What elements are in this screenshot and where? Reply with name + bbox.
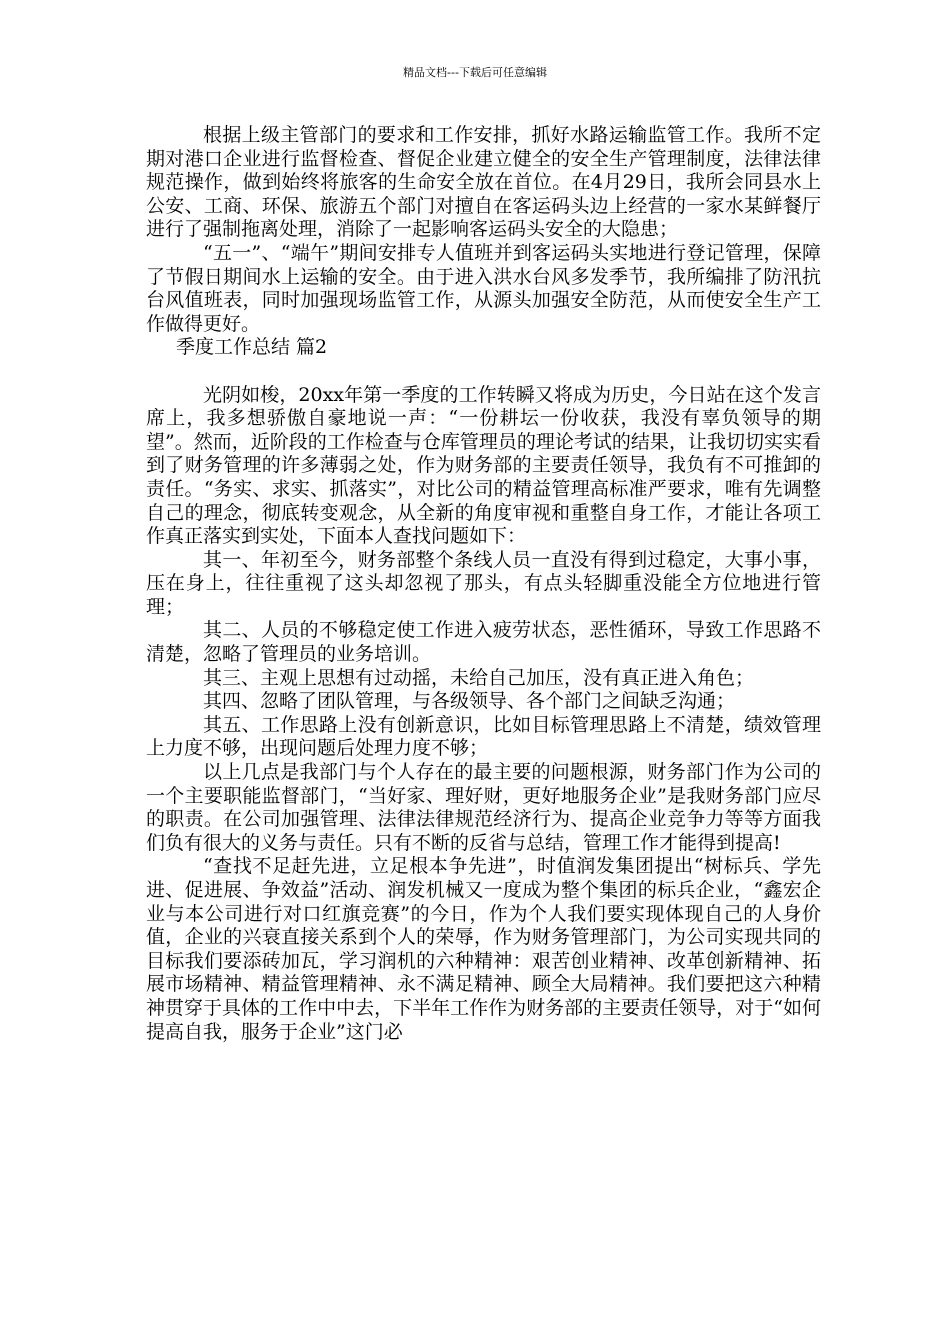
- paragraph-issue-2: 其二、人员的不够稳定使工作进入疲劳状态，恶性循环，导致工作思路不清楚，忽略了管理员的业务培训。: [146, 619, 821, 666]
- page-header: 精品文档---下载后可任意编辑: [403, 66, 547, 79]
- paragraph-issue-4: 其四、忽略了团队管理，与各级领导、各个部门之间缺乏沟通；: [203, 690, 736, 713]
- paragraph-intro: 光阴如梭，20xx年第一季度的工作转瞬又将成为历史，今日站在这个发言席上，我多想骄傲自豪地说一声：“一份耕坛一份收获，我没有辜负领导的期望”。然而，近阶段的工作检查与仓库管理员的理论考试的结果，让我切切实实看到了财务管理的许多薄弱之处，作为财务部的主要责任领导，我负有不可推卸的责任。“务实、求实、抓落实”，对比公司的精益管理高标准严要求，唯有先调整自己的理念，彻底转变观念，从全新的角度审视和重整自身工作，才能让各项工作真正落实到实处，下面本人查找问题如下：: [146, 383, 821, 548]
- paragraph-holiday-duty: “五一”、“端午”期间安排专人值班并到客运码头实地进行登记管理，保障了节假日期间水上运输的安全。由于进入洪水台风多发季节，我所编排了防汛抗台风值班表，同时加强现场监管工作，从源头加强安全防范，从而使安全生产工作做得更好。: [146, 241, 821, 335]
- document-body: [146, 124, 821, 1044]
- paragraph-six-spirits: “查找不足赶先进，立足根本争先进”，时值润发集团提出“树标兵、学先进、促进展、争效益”活动、润发机械又一度成为整个集团的标兵企业，“鑫宏企业与本公司进行对口红旗竞赛”的今日，作为个人我们要实现体现自己的人身价值，企业的兴衰直接关系到个人的荣辱，作为财务管理部门，为公司实现共同的目标我们要添砖加瓦，学习润机的六种精神：艰苦创业精神、改革创新精神、拓展市场精神、精益管理精神、永不满足精神、顾全大局精神。我们要把这六种精神贯穿于具体的工作中中去，下半年工作作为财务部的主要责任领导，对于“如何提高自我，服务于企业”这门必: [146, 855, 821, 1043]
- paragraph-issue-5: 其五、工作思路上没有创新意识，比如目标管理思路上不清楚，绩效管理上力度不够，出现问题后处理力度不够；: [146, 713, 821, 760]
- section-title: 季度工作总结 篇2: [176, 336, 328, 359]
- paragraph-water-transport: 根据上级主管部门的要求和工作安排，抓好水路运输监管工作。我所不定期对港口企业进行监督检查、督促企业建立健全的安全生产管理制度，法律法律规范操作，做到始终将旅客的生命安全放在首位。在4月29日，我所会同县水上公安、工商、环保、旅游五个部门对擅自在客运码头边上经营的一家水某鲜餐厅进行了强制拖离处理，消除了一起影响客运码头安全的大隐患；: [146, 124, 821, 241]
- paragraph-issue-3: 其三、主观上思想有过动摇，未给自己加压，没有真正进入角色；: [203, 666, 755, 689]
- paragraph-issue-1: 其一、年初至今，财务部整个条线人员一直没有得到过稳定，大事小事，压在身上，往往重视了这头却忽视了那头，有点头轻脚重没能全方位地进行管理；: [146, 548, 821, 618]
- paragraph-root-causes: 以上几点是我部门与个人存在的最主要的问题根源，财务部门作为公司的一个主要职能监督部门，“当好家、理好财，更好地服务企业”是我财务部门应尽的职责。在公司加强管理、法律法律规范经济行为、提高企业竞争力等等方面我们负有很大的义务与责任。只有不断的反省与总结，管理工作才能得到提高!: [146, 761, 821, 854]
